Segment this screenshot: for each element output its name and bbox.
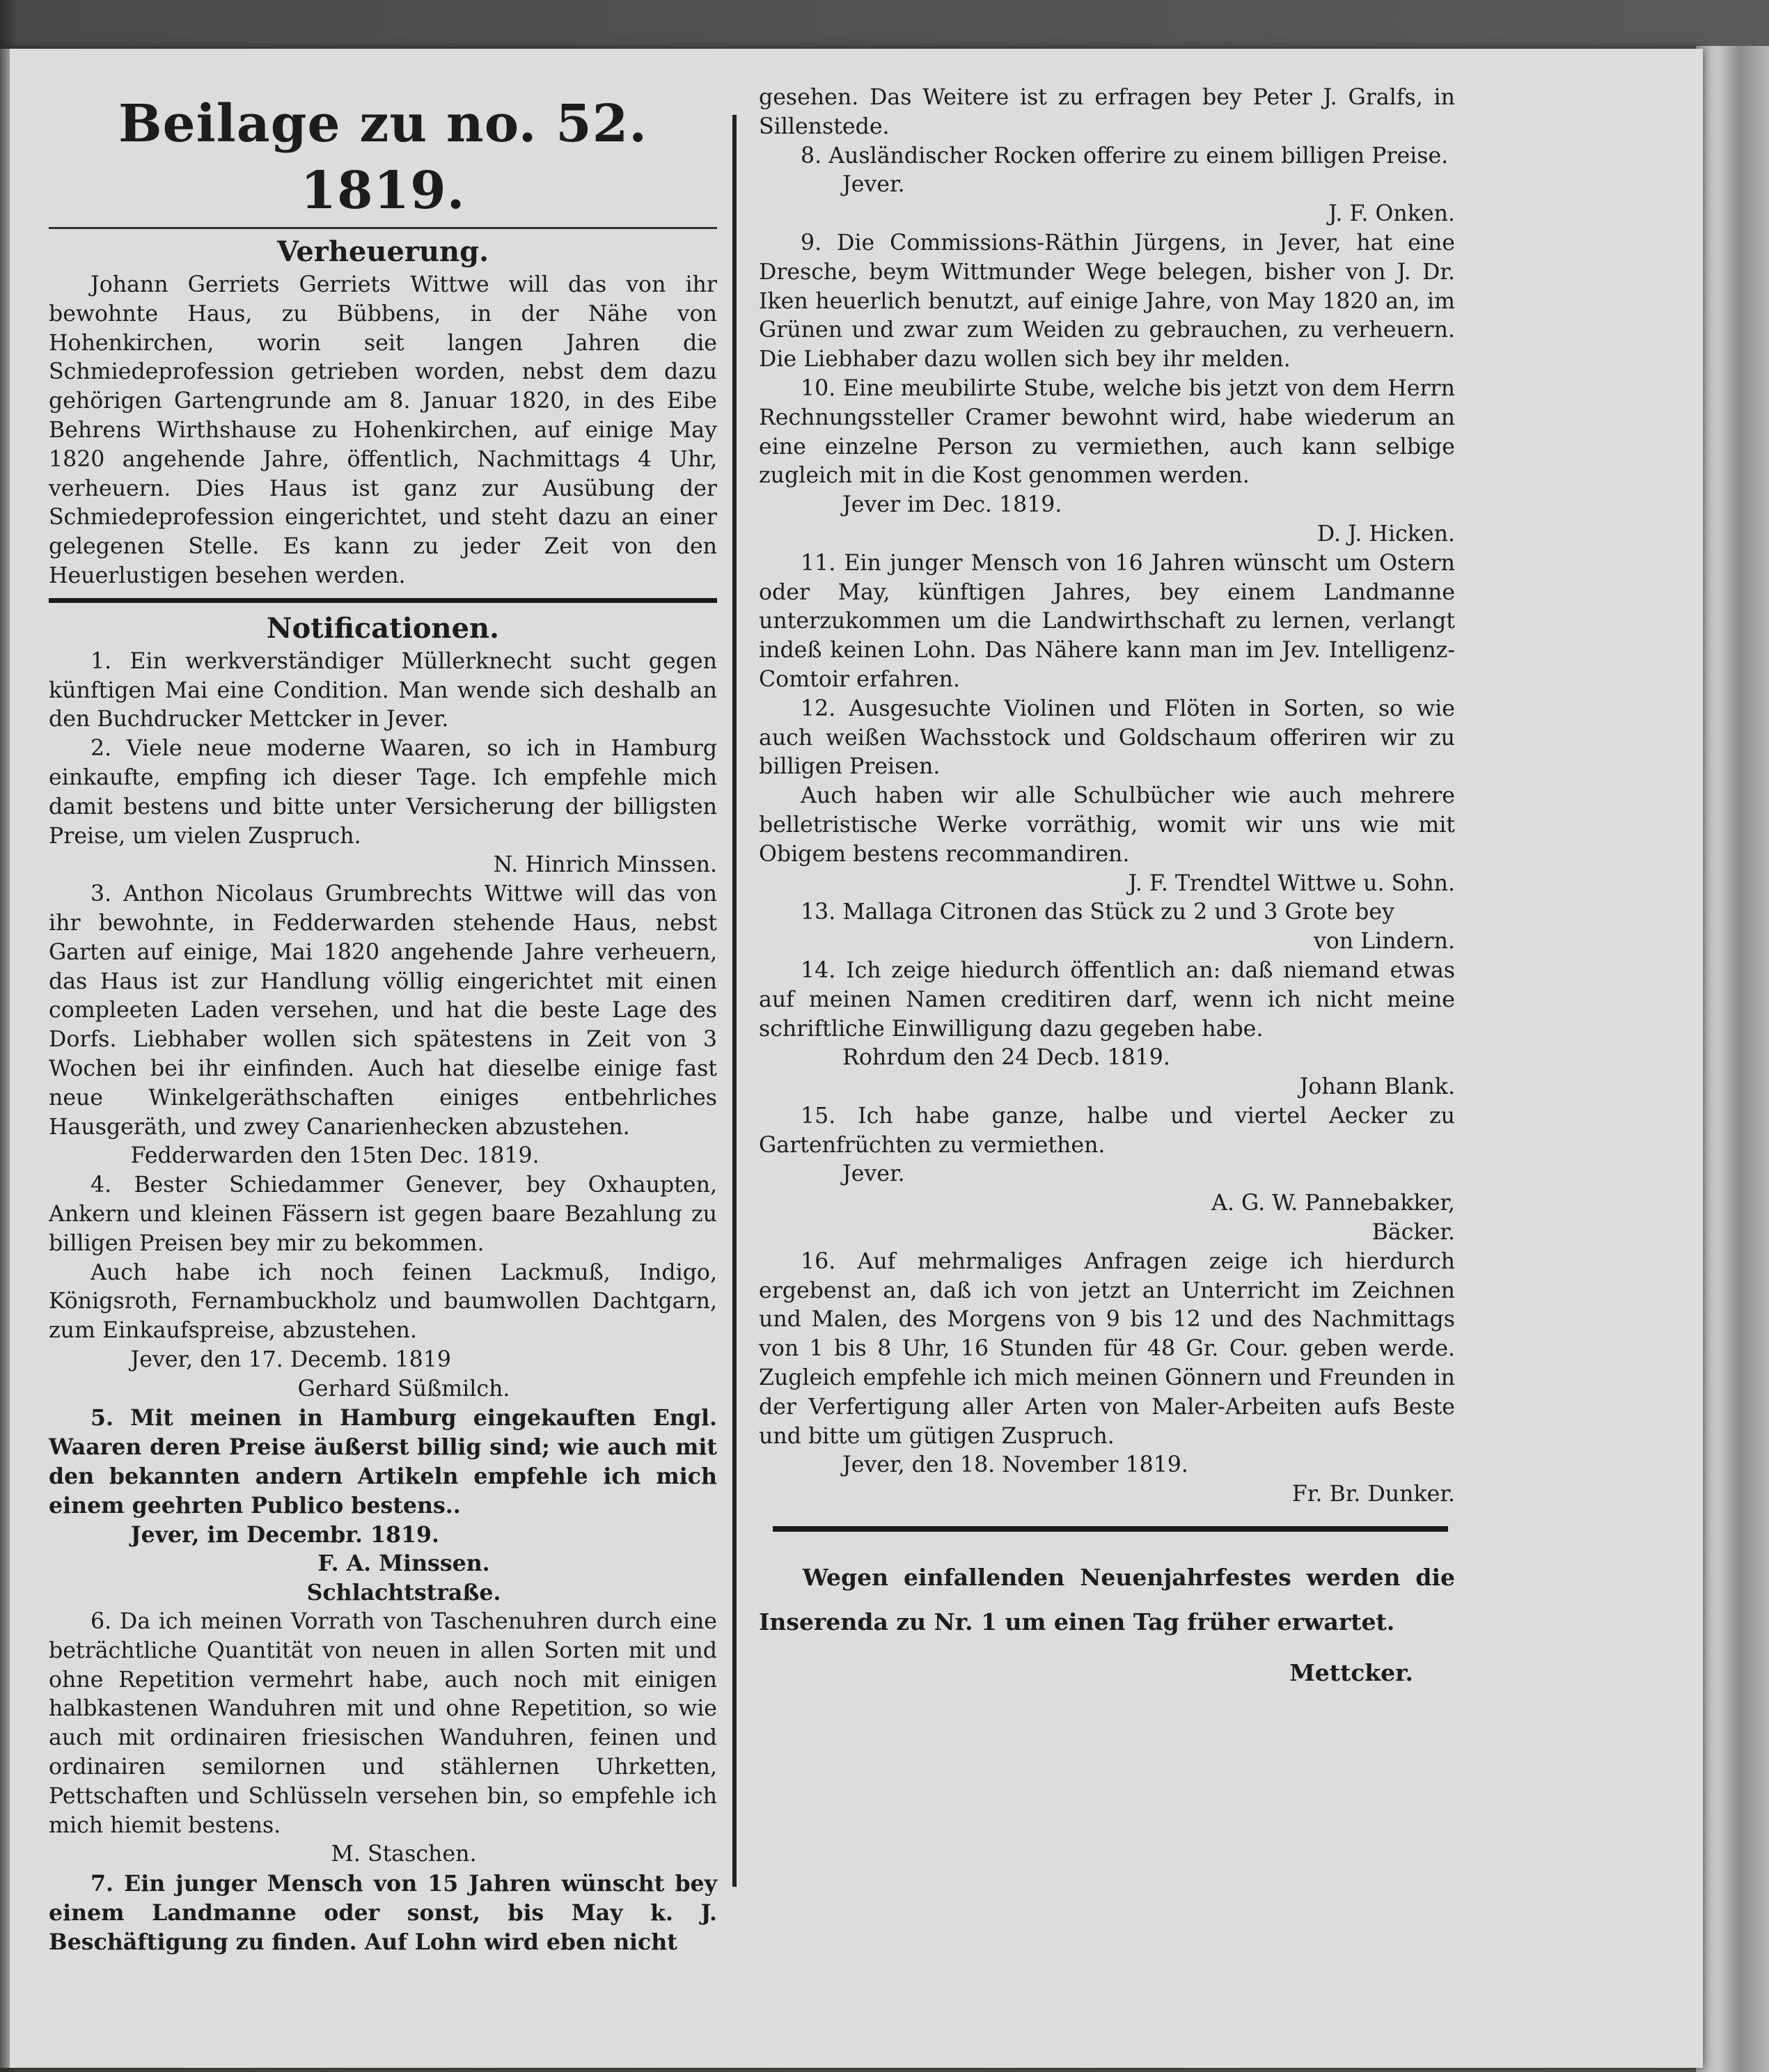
- notice-signature-address: Schlachtstraße.: [306, 1580, 501, 1606]
- notice-signature: N. Hinrich Minssen.: [493, 852, 717, 878]
- column-divider: [732, 115, 737, 1887]
- page-stack-edge: [1696, 46, 1769, 2072]
- right-column: [759, 84, 1455, 1688]
- notice-7: [49, 1869, 717, 1956]
- notice-13: [759, 898, 1455, 957]
- notice-text: 12. Ausgesuchte Violinen und Flöten in Sorten, so wie auch weißen Wachsstock und Goldschaum offeriren wir zu billigen Preisen.: [759, 696, 1455, 780]
- left-column: [49, 84, 717, 1957]
- notice-signature: D. J. Hicken.: [1316, 521, 1455, 547]
- notice-text: 4. Bester Schiedammer Genever, bey Oxhaupten, Ankern und kleinen Fässern ist gegen baare Bezahlung zu billigen Preisen bey mir zu bekommen.: [49, 1172, 717, 1256]
- notice-signature: Gerhard Süßmilch.: [297, 1376, 510, 1402]
- book-spine: [0, 49, 10, 2068]
- section-verheuerung: [49, 233, 717, 591]
- notice-text: 11. Ein junger Mensch von 16 Jahren wünscht um Ostern oder May, künftigen Jahres, bey einem Landmanne unterzukommen um die Landwirthschaft zu lernen, verlangt indeß keinen Lohn. Das Nähere kann man im Jev. Intelligenz-Comtoir erfahren.: [759, 550, 1455, 692]
- notice-text: gesehen. Das Weitere ist zu erfragen bey Peter J. Gralfs, in Sillenstede.: [759, 85, 1455, 139]
- notice-signature-trade: Bäcker.: [1371, 1220, 1455, 1246]
- notice-1: [49, 648, 717, 735]
- masthead-rule: [49, 227, 717, 229]
- notice-signature: von Lindern.: [1313, 929, 1455, 955]
- notice-7-continued: [759, 84, 1455, 142]
- notice-signature: Johann Blank.: [1299, 1074, 1455, 1100]
- notice-text: 14. Ich zeige hiedurch öffentlich an: daß niemand etwas auf meinen Namen creditiren darf, wenn ich nicht meine schriftliche Einwilligung dazu gegeben habe.: [759, 957, 1455, 1042]
- notice-text: 15. Ich habe ganze, halbe und viertel Aecker zu Gartenfrüchten zu vermiethen.: [759, 1103, 1455, 1158]
- notice-place: Jever im Dec. 1819.: [842, 492, 1062, 518]
- masthead: Beilage zu no. 52. 1819.: [118, 94, 648, 221]
- notice-text: 8. Ausländischer Rocken offerire zu einem billigen Preise.: [801, 143, 1449, 168]
- notice-11: [759, 549, 1455, 695]
- notice-8: [759, 142, 1455, 229]
- notice-place: Jever, den 17. Decemb. 1819: [130, 1347, 451, 1372]
- notice-signature: J. F. Trendtel Wittwe u. Sohn.: [1128, 870, 1455, 896]
- notice-text: 10. Eine meubilirte Stube, welche bis jetzt von dem Herrn Rechnungssteller Cramer bewohnt wird, habe wiederum an eine einzelne Person zu vermiethen, auch kann selbige zugleich mit in die Kost genommen werden.: [759, 375, 1455, 489]
- notice-place: Jever, im Decembr. 1819.: [130, 1521, 439, 1548]
- notice-14: [759, 957, 1455, 1102]
- notice-signature: J. F. Onken.: [1328, 201, 1455, 227]
- verheuerung-text: Johann Gerriets Gerriets Wittwe will das von ihr bewohnte Haus, zu Bübbens, in der Nähe von Hohenkirchen, worin seit langen Jahren die Schmiedeprofession getrieben worden, nebst dem dazu gehörigen Gartengrunde am 8. Januar 1820, in des Eibe Behrens Wirthshause zu Hohenkirchen, auf einige May 1820 angehende Jahre, öffentlich, Nachmittags 4 Uhr, verheuern. Dies Haus ist ganz zur Ausübung der Schmiedeprofession eingerichtet, und steht dazu an einer gelegenen Stelle. Es kann zu jeder Zeit von den Heuerlustigen besehen werden.: [49, 272, 717, 588]
- notice-place: Fedderwarden den 15ten Dec. 1819.: [130, 1143, 540, 1169]
- section-heading-verheuerung: Verheuerung.: [276, 235, 489, 268]
- notice-16: [759, 1248, 1455, 1509]
- notice-10: [759, 375, 1455, 549]
- notice-signature: Fr. Br. Dunker.: [1291, 1482, 1455, 1507]
- notice-3: [49, 880, 717, 1171]
- notice-text-continued: Auch haben wir alle Schulbücher wie auch mehrere belletristische Werke vorräthig, womit wir uns wie mit Obigem bestens recommandiren.: [759, 783, 1455, 867]
- notice-text: 6. Da ich meinen Vorrath von Taschenuhren durch eine beträchtliche Quantität von neuen in allen Sorten mit und ohne Repetition vermehrt habe, auch noch mit einigen halbkastenen Wanduhren mit und ohne Repetition, so wie auch mit ordinairen friesischen Wanduhren, feinen und ordinairen semilornen und stählernen Uhrketten, Pettschaften und Schlüsseln versehen bin, so empfehle ich mich hiemit bestens.: [49, 1609, 717, 1838]
- notice-9: [759, 229, 1455, 375]
- notice-text: 2. Viele neue moderne Waaren, so ich in Hamburg einkaufte, empfing ich dieser Tage. Ich empfehle mich damit bestens und bitte unter Versicherung der billigsten Preise, um vielen Zuspruch.: [49, 736, 717, 849]
- notice-place: Jever.: [842, 172, 905, 198]
- notice-4: [49, 1171, 717, 1404]
- section-heading-notificationen: Notificationen.: [266, 611, 500, 645]
- notice-signature: M. Staschen.: [331, 1842, 477, 1867]
- notice-text: 16. Auf mehrmaliges Anfragen zeige ich hierdurch ergebenst an, daß ich von jetzt an Unterricht im Zeichnen und Malen, des Morgens von 9 bis 12 und des Nachmittags von 1 bis 8 Uhr, 16 Stunden für 48 Gr. Cour. geben werde. Zugleich empfehle ich mich meinen Gönnern und Freunden in der Verfertigung aller Arten von Maler-Arbeiten aufs Beste und bitte um gütigen Zuspruch.: [759, 1248, 1455, 1449]
- notice-text: 3. Anthon Nicolaus Grumbrechts Wittwe will das von ihr bewohnte, in Fedderwarden stehende Haus, nebst Garten auf einige, Mai 1820 angehende Jahre verheuern, das Haus ist zur Handlung völlig eingerichtet mit einen compleeten Laden versehen, und hat die beste Lage des Dorfs. Liebhaber wollen sich spätestens in Zeit von 3 Wochen bei ihr einfinden. Auch hat dieselbe einige fast neue Winkelgeräthschaften einiges entbehrliches Hausgeräth, und zwey Canarienhecken abzustehen.: [49, 881, 717, 1140]
- notice-text-continued: Auch habe ich noch feinen Lackmuß, Indigo, Königsroth, Fernambuckholz und baumwollen Dachtgarn, zum Einkaufspreise, abzustehen.: [49, 1259, 717, 1344]
- notice-text: 5. Mit meinen in Hamburg eingekauften Engl. Waaren deren Preise äußerst billig sind; wie auch mit den bekannten andern Artikeln empfehle ich mich einem geehrten Publico bestens..: [49, 1405, 717, 1518]
- closing-notice: Wegen einfallenden Neuenjahrfestes werden die Inserenda zu Nr. 1 um einen Tag früher erwartet.: [759, 1564, 1455, 1636]
- notice-place: Jever.: [842, 1161, 905, 1187]
- section-divider: [49, 598, 717, 603]
- notice-5: [49, 1404, 717, 1608]
- notice-text: 7. Ein junger Mensch von 15 Jahren wünscht bey einem Landmanne oder sonst, bis May k. J. Beschäftigung zu finden. Auf Lohn wird eben nicht: [49, 1871, 717, 1955]
- notice-text: 9. Die Commissions-Räthin Jürgens, in Jever, hat eine Dresche, beym Wittmunder Wege belegen, bisher von J. Dr. Iken heuerlich benutzt, auf einige Jahre, von May 1820 an, im Grünen und zwar zum Weiden zu gebrauchen, zu verheuern. Die Liebhaber dazu wollen sich bey ihr melden.: [759, 230, 1455, 372]
- notice-place: Jever, den 18. November 1819.: [842, 1452, 1188, 1478]
- notice-2: [49, 735, 717, 880]
- closing-signature: Mettcker.: [1289, 1659, 1413, 1687]
- notice-12: [759, 695, 1455, 899]
- notice-text: 13. Mallaga Citronen das Stück zu 2 und 3 Grote bey: [801, 900, 1394, 925]
- notice-15: [759, 1102, 1455, 1248]
- notice-place: Rohrdum den 24 Decb. 1819.: [842, 1045, 1170, 1071]
- notice-signature: A. G. W. Pannebakker,: [1211, 1191, 1455, 1216]
- notice-6: [49, 1608, 717, 1869]
- notice-signature: F. A. Minssen.: [317, 1551, 490, 1577]
- footer-rule: [773, 1526, 1448, 1532]
- notice-text: 1. Ein werkverständiger Müllerknecht sucht gegen künftigen Mai eine Condition. Man wende sich deshalb an den Buchdrucker Mettcker in Jever.: [49, 648, 717, 732]
